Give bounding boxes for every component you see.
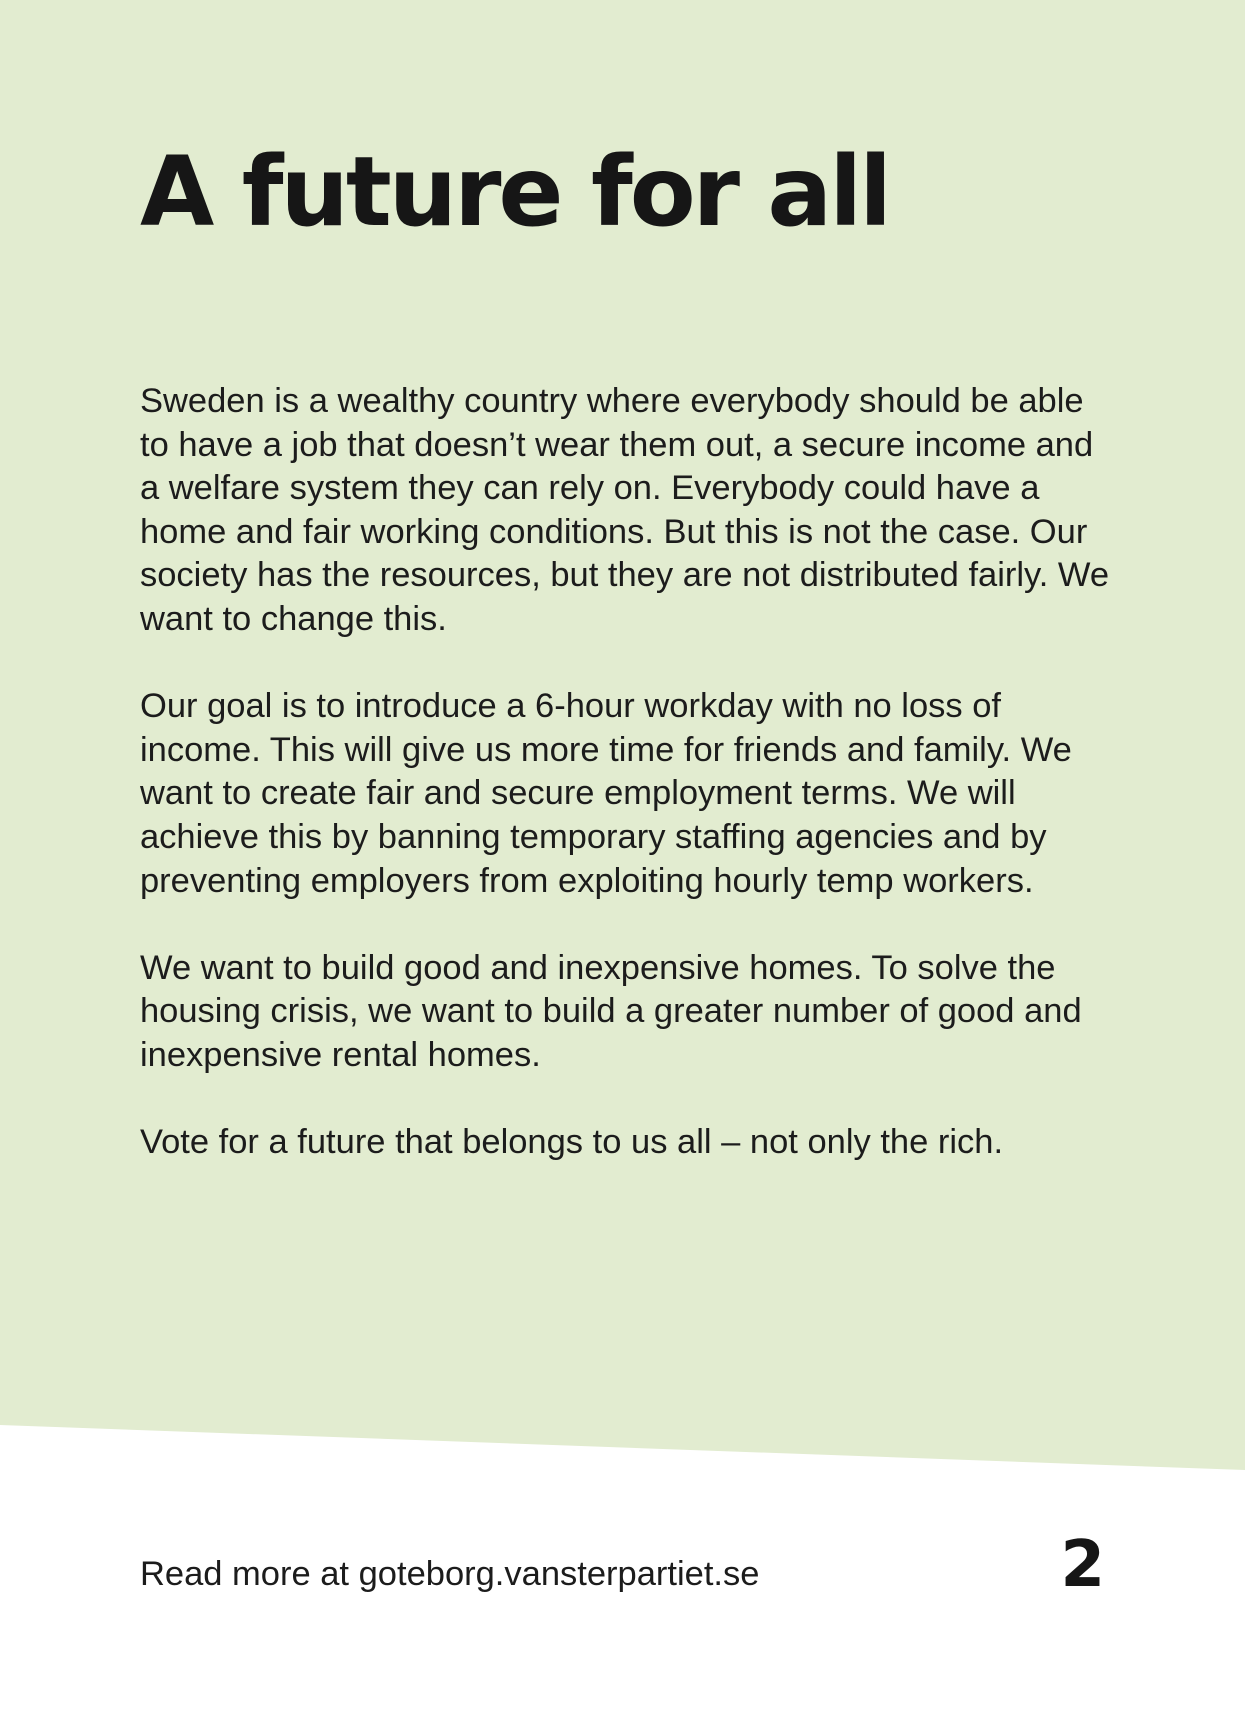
paragraph-vote: Vote for a future that belongs to us all – not only the rich. [140, 1123, 1004, 1162]
paragraph-intro: Sweden is a wealthy country where everybody should be able to have a job that doesn’t wear them out, a secure income and a welfare system they can rely on. Everybody could have a home and fair working conditions. But this is not the case. Our society has the resources, but they are not distributed fairly. We want to change this. [140, 382, 1110, 638]
heading-block [140, 136, 1120, 248]
read-more-text: Read more at goteborg.vansterpartiet.se [140, 1555, 760, 1593]
page-number: 2 [1060, 1528, 1105, 1602]
paragraph-workday: Our goal is to introduce a 6-hour workday with no loss of income. This will give us more time for friends and family. We want to create fair and secure employment terms. We will achieve this by banning temporary staffing agencies and by preventing employers from exploiting hourly temp workers. [140, 687, 1072, 900]
paragraph-housing: We want to build good and inexpensive homes. To solve the housing crisis, we want to build a greater number of good and inexpensive rental homes. [140, 948, 1082, 1074]
body-text [140, 380, 1115, 1208]
page-title: A future for all [140, 136, 890, 248]
